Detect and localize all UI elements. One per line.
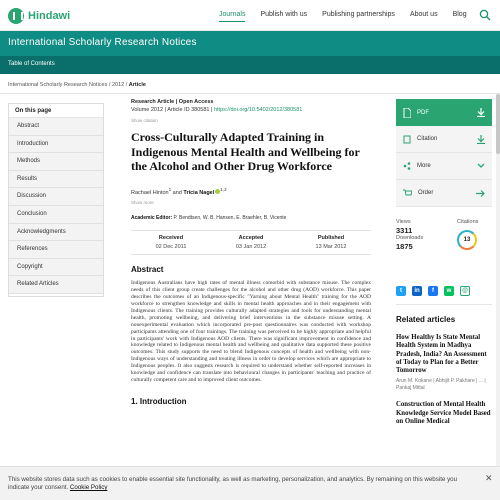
journal-title[interactable]: International Scholarly Research Notices: [8, 37, 197, 48]
date-label: Received: [158, 235, 184, 242]
more-button[interactable]: [396, 153, 492, 180]
page-scrollbar[interactable]: [496, 94, 500, 466]
sidebar-heading: On this page: [9, 104, 103, 118]
share-icon: [403, 162, 411, 170]
article-dates: [131, 230, 371, 255]
date-published: [291, 235, 371, 250]
sidebar-item-abstract[interactable]: Abstract: [9, 118, 103, 136]
editor-label: Academic Editor:: [131, 215, 173, 222]
article-tools-panel: [396, 99, 492, 426]
citations-badge[interactable]: 13: [457, 230, 477, 250]
sidebar-item-acknowledgments[interactable]: Acknowledgments: [9, 224, 103, 242]
author-affiliation: 1,2: [220, 186, 227, 192]
share-buttons: [396, 286, 492, 305]
breadcrumb-year[interactable]: 2012: [111, 82, 125, 88]
table-of-contents-link[interactable]: Table of Contents: [8, 61, 55, 67]
date-received: [131, 235, 211, 250]
downloads-label: Downloads: [396, 235, 424, 241]
date-label: Published: [317, 235, 345, 242]
related-article[interactable]: [396, 334, 492, 391]
divider: [0, 93, 500, 94]
pdf-label: PDF: [417, 109, 429, 116]
on-this-page-sidebar: [8, 103, 104, 297]
toc-bar: [0, 56, 500, 74]
related-articles-heading: Related articles: [396, 315, 456, 324]
date-value: 02 Dec 2011: [155, 244, 187, 251]
nav-links: [219, 11, 482, 22]
author-name[interactable]: Rachael Hinton: [131, 189, 169, 196]
author-list: [131, 187, 371, 196]
related-article-authors: Arun M. Kokane | Abhijit P. Pakhare | ... | Pankaj Mittal: [396, 378, 486, 391]
abstract-text: Indigenous Australians have high rates of mental illness comorbid with substance misuse. The complex needs of this client group create challenges for the alcohol and other drug (AOD) workforce. This paper describes the outcomes of an Indigenous-specific "Yarning about Mental Health" training for the AOD workforce to strengthen knowledge and skills in mental health approaches and in their engagement with Indigenous clients. The training provides culturally adapted strategies and tools for understanding mental health, promoting wellbeing, and delivering brief interventions in the substance misuse setting. A nonexperimental evaluation which incorporated pre-post questionnaires was conducted with workshop participants attending one of four trainings. The training was perceived to be highly appropriate and helpful in participants' work with Indigenous AOD clients. There was significant improvement in confidence and knowledge related to Indigenous mental health and wellbeing and qualitative data supported these positive outcomes. This study supports the need to blend Indigenous concepts of health and wellbeing with non-Indigenous ways of understanding and treating illness in order to develop services which are appropriate to Indigenous peoples. It also suggests research is required to understand whether self-reported increases in knowledge and confidence can translate into behavioural changes in participants' teaching and practice of culturally competent care and to improved client outcomes.: [131, 280, 371, 384]
citation-label: Citation: [417, 136, 438, 142]
breadcrumb-separator: /: [125, 82, 128, 88]
order-button[interactable]: [396, 180, 492, 207]
breadcrumb-separator: /: [108, 82, 111, 88]
cookie-message: This website stores data such as cookies to enable essential site functionality, as well as marketing, personalization, and analytics. By remaining on this website you indicate your consent.: [8, 476, 458, 491]
email-icon[interactable]: @: [460, 286, 470, 296]
sidebar-item-copyright[interactable]: Copyright: [9, 259, 103, 277]
pdf-icon: [403, 108, 411, 118]
linkedin-icon[interactable]: in: [412, 286, 422, 296]
date-label: Accepted: [238, 235, 264, 242]
pdf-download-button[interactable]: [396, 99, 492, 126]
nav-publishing-partnerships[interactable]: Publishing partnerships: [322, 11, 395, 18]
brand-name: Hindawi: [28, 10, 71, 22]
sidebar-item-related-articles[interactable]: Related Articles: [9, 276, 103, 294]
sidebar-item-introduction[interactable]: Introduction: [9, 136, 103, 154]
close-icon[interactable]: ✕: [485, 473, 493, 483]
article-type: Research Article | Open Access: [131, 99, 214, 105]
chevron-down-icon: [477, 163, 485, 169]
introduction-heading: 1. Introduction: [131, 396, 187, 406]
related-article[interactable]: [396, 401, 492, 426]
cookie-banner: [0, 466, 500, 500]
views-label: Views: [396, 219, 411, 225]
hindawi-logo[interactable]: [8, 8, 70, 24]
nav-publish-with-us[interactable]: Publish with us: [260, 11, 308, 18]
related-article-title[interactable]: Construction of Mental Health Knowledge Service Model Based on Online Medical: [396, 401, 491, 426]
more-label: More: [417, 163, 431, 169]
abstract-heading: Abstract: [131, 265, 164, 275]
sidebar-item-conclusion[interactable]: Conclusion: [9, 206, 103, 224]
sidebar-item-results[interactable]: Results: [9, 171, 103, 189]
date-value: 13 Mar 2012: [315, 244, 347, 251]
search-icon[interactable]: [479, 9, 491, 21]
download-icon: [477, 108, 485, 117]
scrollbar-thumb[interactable]: [496, 94, 500, 154]
views-count: 3311: [396, 226, 413, 235]
twitter-icon[interactable]: t: [396, 286, 406, 296]
breadcrumb: [8, 82, 146, 88]
hindawi-logo-icon: [8, 8, 24, 24]
citation-button[interactable]: [396, 126, 492, 153]
volume-info: Volume 2012 | Article ID 380581 |: [131, 107, 214, 113]
sidebar-item-methods[interactable]: Methods: [9, 153, 103, 171]
date-accepted: [211, 235, 291, 250]
sidebar-item-discussion[interactable]: Discussion: [9, 188, 103, 206]
order-label: Order: [418, 190, 434, 196]
nav-journals[interactable]: Journals: [219, 11, 245, 22]
nav-blog[interactable]: Blog: [452, 11, 467, 18]
wechat-icon[interactable]: w: [444, 286, 454, 296]
academic-editor: [131, 215, 371, 221]
arrow-right-icon: [476, 190, 485, 197]
author-conjunction: and: [171, 189, 184, 196]
show-citation-link[interactable]: Show citation: [131, 118, 158, 123]
cart-icon: [403, 189, 412, 197]
related-article-title[interactable]: How Healthy Is State Mental Health System in Madhya Pradesh, India? An Assessment of Today to Plan for a Better Tomorrow: [396, 334, 487, 375]
editor-names: P. Bendtsen, W. B. Hansen, E. Braehler, B. Vicente: [172, 215, 287, 222]
downloads-count: 1875: [396, 242, 413, 251]
top-navigation: [0, 0, 500, 31]
citations-label: Citations: [457, 219, 479, 225]
facebook-icon[interactable]: f: [428, 286, 438, 296]
doi-link[interactable]: https://doi.org/10.5402/2012/380581: [213, 107, 303, 113]
quote-icon: [403, 135, 411, 144]
author-name[interactable]: Tricia Nagel: [183, 189, 215, 196]
breadcrumb-journal[interactable]: International Scholarly Research Notices: [8, 82, 108, 88]
sidebar-item-references[interactable]: References: [9, 241, 103, 259]
journal-banner: [0, 31, 500, 56]
article-volume-line: [131, 107, 371, 113]
article-main: [131, 99, 371, 406]
cookie-text: [8, 476, 463, 492]
show-more-link[interactable]: Show more: [131, 200, 154, 206]
breadcrumb-current: Article: [128, 82, 146, 88]
article-title: Cross-Culturally Adapted Training in Indigenous Mental Health and Wellbeing for the Alcohol and Other Drug Workforce: [131, 130, 360, 173]
author-affiliation: 1: [168, 186, 172, 192]
cookie-policy-link[interactable]: Cookie Policy: [69, 484, 108, 491]
date-value: 03 Jan 2012: [235, 244, 267, 251]
download-icon: [477, 135, 485, 144]
article-metrics: [396, 219, 492, 274]
nav-about-us[interactable]: About us: [409, 11, 438, 18]
